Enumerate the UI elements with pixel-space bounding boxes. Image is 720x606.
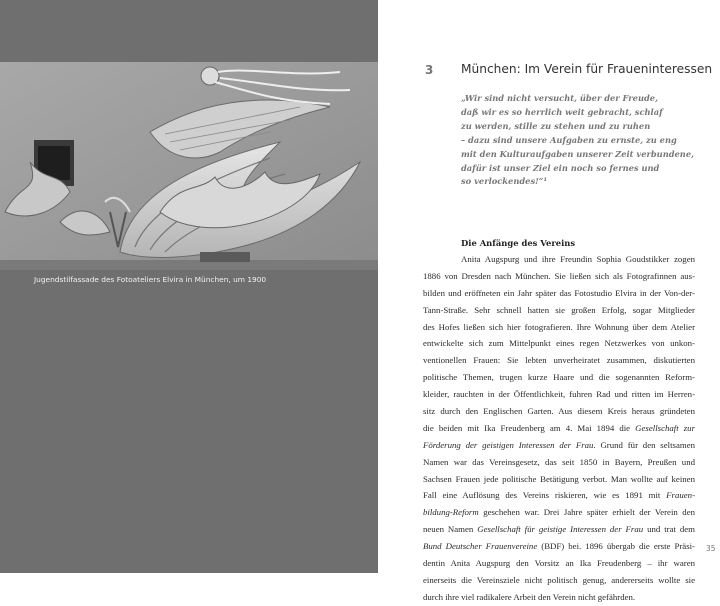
quote-line: „Wir sind nicht versucht, über der Freude, xyxy=(461,93,658,103)
left-page xyxy=(0,0,378,573)
quote-line: mit den Kulturaufgaben unserer Zeit verbundene, xyxy=(461,148,695,159)
text-run: neuen Namen xyxy=(423,524,478,535)
quote-line: zu werden, stille zu stehen und zu ruhen xyxy=(461,120,651,131)
text-run: durch ihre viel radikalere Arbeit den Verein nicht gefährden. xyxy=(423,591,636,602)
body-paragraph xyxy=(423,251,695,606)
right-page xyxy=(378,0,720,602)
body-line xyxy=(423,251,695,268)
body-line xyxy=(423,589,695,606)
text-run: Tann-Straße. Sehr schnell hatten sie großen Erfolg, sogar Mitglieder xyxy=(423,304,695,315)
text-run: Fall eine Auflösung des Vereins riskieren, wie es 1891 mit xyxy=(423,490,667,501)
body-line xyxy=(423,521,695,538)
text-run: . Grund für den seltsamen xyxy=(593,439,695,450)
section-heading: Die Anfänge des Vereins xyxy=(461,238,576,248)
page-number: 35 xyxy=(706,544,716,553)
text-run: entwickelte sich zum Mittelpunkt eines regen Netzwerkes von unkon- xyxy=(423,338,695,349)
text-run: Namen war das Vereinsgesetz, das seit 1850 in Bayern, Preußen und xyxy=(423,456,695,467)
quote-line: so verlockendes!“¹ xyxy=(461,176,548,187)
body-line xyxy=(423,454,695,471)
text-run: sitz durch den Englischen Garten. Aus diesem Kreis heraus gründeten xyxy=(423,406,695,417)
text-run: Anita Augspurg und ihre Freundin Sophia Goudstikker zogen xyxy=(461,254,695,264)
italic-title-run: Gesellschaft für geistige Interessen der Frau xyxy=(477,524,644,535)
chapter-number: 3 xyxy=(425,63,434,77)
body-line xyxy=(423,420,695,437)
quote-line: – dazu sind unsere Aufgaben zu ernste, zu eng xyxy=(461,134,677,145)
italic-title-run: Gesellschaft zur xyxy=(635,422,695,433)
jugendstil-facade-illustration xyxy=(0,62,378,270)
quote-line: dafür ist unser Ziel ein noch so fernes und xyxy=(461,162,660,173)
body-line xyxy=(423,335,695,352)
body-line xyxy=(423,369,695,386)
body-line xyxy=(423,504,695,521)
body-line xyxy=(423,487,695,504)
body-line xyxy=(423,285,695,302)
text-run: Sachsen Frauen jede politische Betätigung verbot. Man wollte auf keinen xyxy=(423,473,695,484)
chapter-title: München: Im Verein für Fraueninteressen xyxy=(461,62,713,76)
body-line xyxy=(423,555,695,572)
text-run: 1886 von Dresden nach München. Sie ließen sich als Fotografinnen aus- xyxy=(423,270,695,281)
body-line xyxy=(423,572,695,589)
text-run: die beiden mit Ika Freudenberg am 4. Mai 1894 die xyxy=(423,422,636,433)
body-line xyxy=(423,403,695,420)
quote-line: daß wir es so herrlich weit gebracht, schlaf xyxy=(461,106,663,117)
italic-title-run: bildung-Reform xyxy=(423,507,479,518)
text-run: geschehen war. Drei Jahre später erhielt der Verein den xyxy=(478,507,695,518)
text-run: ventionellen Frauen: Sie lebten unverheiratet zusammen, diskutierten xyxy=(423,355,695,366)
italic-title-run: Förderung der geistigen Interessen der Frau xyxy=(423,439,594,450)
body-line xyxy=(423,268,695,285)
body-line xyxy=(423,471,695,488)
italic-title-run: Bund Deutscher Frauenvereine xyxy=(423,541,538,552)
facade-photo xyxy=(0,62,378,270)
photo-caption: Jugendstilfassade des Fotoateliers Elvira in München, um 1900 xyxy=(34,275,267,284)
text-run: dentin Anita Augspurg den Vorsitz an Ika Freudenberg – ihr waren xyxy=(423,558,695,569)
body-line xyxy=(423,302,695,319)
text-run: (BDF) bei. 1896 übergab die erste Präsi- xyxy=(537,541,695,552)
body-line xyxy=(423,319,695,336)
epigraph-quote xyxy=(461,92,711,189)
text-run: bilden und eröffneten ein Jahr später das Fotostudio Elvira in der Von-der- xyxy=(423,287,695,298)
text-run: und trat dem xyxy=(643,524,695,535)
text-run: einerseits die Vereinsziele nicht politisch genug, andererseits wollte sie xyxy=(423,574,695,585)
body-line xyxy=(423,386,695,403)
body-line xyxy=(423,437,695,454)
text-run: des Hofes ließen sich hier fotografieren. Ihre Wohnung über dem Atelier xyxy=(423,321,695,332)
text-run: politische Themen, trugen kurze Haare und die sogenannten Reform- xyxy=(423,372,695,383)
body-line xyxy=(423,538,695,555)
body-line xyxy=(423,352,695,369)
text-run: kleider, rauchten in der Öffentlichkeit, fuhren Rad und ritten im Herren- xyxy=(423,389,695,400)
italic-title-run: Frauen- xyxy=(666,490,695,501)
